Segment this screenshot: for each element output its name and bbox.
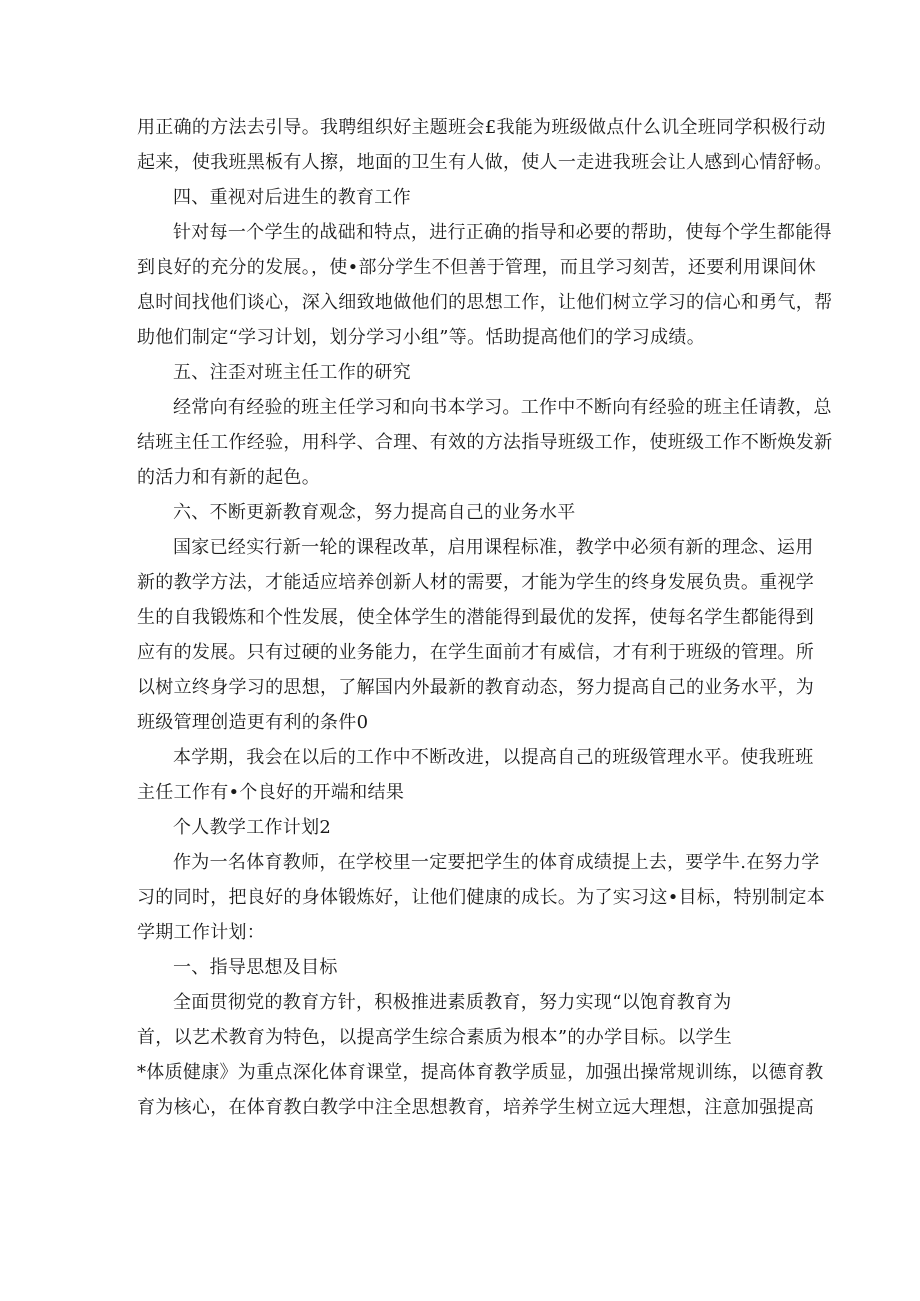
text-line: 全面贯彻党的教育方针，积极推进素质教育，努力实现“以饱育教育为 — [173, 992, 732, 1013]
text-line: 本学期，我会在以后的工作中不断改进，以提高自己的班级管理水平。使我班班 — [173, 747, 814, 768]
text-line: 习的同时，把良好的身体锻炼好，让他们健康的成长。为了实习这•目标，特别制定本 — [137, 887, 826, 908]
section-heading: 五、注歪对班主任工作的研究 — [173, 362, 411, 383]
document-subtitle: 个人教学工作计划2 — [173, 817, 332, 838]
text-line: *体质健康》为重点深化体育课堂，提高体育教学质显，加强出操常规训练，以德育教 — [137, 1062, 824, 1083]
section-heading: 一、指导思想及目标 — [173, 957, 338, 978]
text-line: 主任工作有•个良好的开端和结果 — [137, 782, 405, 803]
text-line: 生的自我锻炼和个性发展，使全体学生的潜能得到最优的发挥，使每名学生都能得到 — [137, 607, 815, 628]
text-line: 的活力和有新的起色。 — [137, 467, 320, 488]
text-line: 作为一名体育教师，在学校里一定要把学生的体育成绩提上去，要学牛.在努力学 — [173, 852, 820, 873]
section-heading: 四、重视对后进生的教育工作 — [173, 187, 411, 208]
text-line: 用正确的方法去引导。我聘组织好主题班会£我能为班级做点什么讥全班同学积极行动 — [137, 117, 826, 138]
text-line: 针对每一个学生的战础和特点，进行正确的指导和必要的帮助，使每个学生都能得 — [173, 222, 832, 243]
text-line: 国家已经实行新一轮的课程改革，启用课程标准，教学中必须有新的理念、运用 — [173, 537, 814, 558]
text-line: 经常向有经验的班主任学习和向书本学习。工作中不断向有经验的班主任请教，总 — [173, 397, 832, 418]
text-line: 以树立终身学习的思想，了解国内外最新的教育动态，努力提高自己的业务水平，为 — [137, 677, 815, 698]
text-line: 到良好的充分的发展。，使•部分学生不但善于管理，而且学习刻苦，还要利用课间休 — [137, 257, 817, 278]
text-line: 结班主任工作经验，用科学、合理、有效的方法指导班级工作，使班级工作不断焕发新 — [137, 432, 833, 453]
text-line: 首，以艺术教育为特色，以提高学生综合素质为根本”的办学目标。以学生 — [137, 1027, 733, 1048]
text-line: 起来，使我班黑板有人擦，地面的卫生有人做，使人一走进我班会让人感到心情舒畅。 — [137, 152, 833, 173]
text-line: 班级管理创造更有利的条件0 — [137, 712, 369, 733]
text-line: 新的教学方法，才能适应培养创新人材的需要，才能为学生的终身发展负贵。重视学 — [137, 572, 815, 593]
text-line: 学期工作计划： — [137, 922, 266, 943]
text-line: 息时间找他们谈心，深入细致地做他们的思想工作，让他们树立学习的信心和勇气，帮 — [137, 292, 833, 313]
text-line: 助他们制定“学习计划，划分学习小组”等。恬助提高他们的学习成绩。 — [137, 327, 706, 348]
text-line: 育为核心，在体育教白教学中注全思想教育，培养学生树立远大理想，注意加强提高 — [137, 1097, 815, 1118]
text-line: 应有的发展。只有过硬的业务能力，在学生面前才有威信，才有利于班级的管理。所 — [137, 642, 815, 663]
section-heading: 六、不断更新教育观念，努力提高自己的业务水平 — [173, 502, 576, 523]
document-body — [137, 110, 833, 1125]
